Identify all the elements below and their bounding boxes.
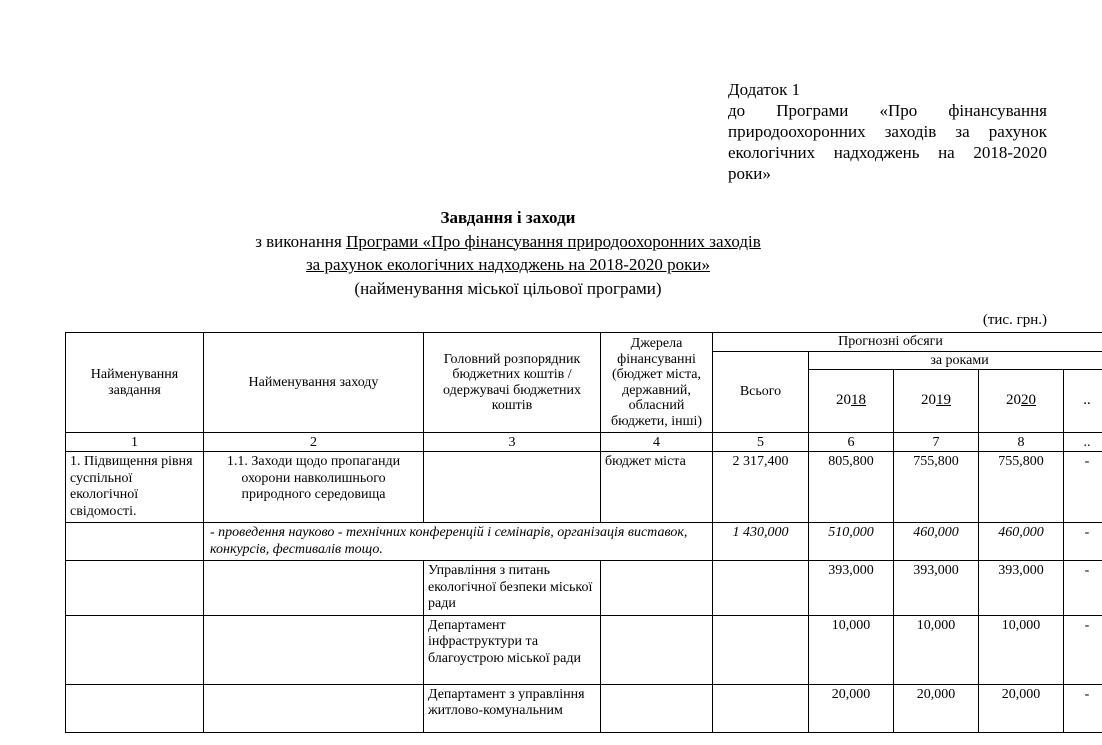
total-cell: 1 430,000 xyxy=(713,523,809,561)
appendix-block xyxy=(728,79,1047,184)
year-prefix: 20 xyxy=(921,392,936,409)
col-number: 1 xyxy=(66,433,204,452)
funding-source-cell xyxy=(601,561,713,616)
amount-2018-cell: 20,000 xyxy=(809,684,894,732)
amount-2020-cell: 393,000 xyxy=(979,561,1064,616)
year-prefix: 20 xyxy=(1006,392,1021,409)
amount-2020-cell: 20,000 xyxy=(979,684,1064,732)
amount-2018-cell: 10,000 xyxy=(809,615,894,684)
header-funding-sources: Джерела фінансуванні (бюджет міста, державний, обласний бюджети, інші) xyxy=(601,333,713,433)
total-cell xyxy=(713,615,809,684)
amount-more-cell: - xyxy=(1064,561,1102,616)
col-number: 6 xyxy=(809,433,894,452)
header-budget-manager: Головний розпорядник бюджетних коштів / одержувачі бюджетних коштів xyxy=(424,333,601,433)
funding-source-cell xyxy=(601,615,713,684)
tasks-measures-table xyxy=(65,332,1102,733)
year-prefix: 20 xyxy=(836,392,851,409)
appendix-number: Додаток 1 xyxy=(728,80,801,99)
total-cell: 2 317,400 xyxy=(713,452,809,523)
measure-cell xyxy=(204,615,424,684)
year-header-2020 xyxy=(979,370,1064,433)
amount-2019-cell: 20,000 xyxy=(894,684,979,732)
year-suffix: 18 xyxy=(851,392,866,409)
amount-2019-cell: 755,800 xyxy=(894,452,979,523)
amount-2019-cell: 460,000 xyxy=(894,523,979,561)
amount-2020-cell: 10,000 xyxy=(979,615,1064,684)
col-number: 8 xyxy=(979,433,1064,452)
header-by-years: за роками xyxy=(809,351,1102,370)
table-row xyxy=(66,615,1102,684)
column-number-row xyxy=(66,433,1102,452)
table-row xyxy=(66,684,1102,732)
task-cell xyxy=(66,561,204,616)
header-row-1 xyxy=(66,333,1102,352)
document-title: Завдання і заходи xyxy=(440,208,576,227)
amount-2020-cell: 755,800 xyxy=(979,452,1064,523)
amount-more-cell: - xyxy=(1064,452,1102,523)
measure-note-cell: - проведення науково - технічних конференцій і семінарів, організація виставок, конкурсів, фестивалів тощо. xyxy=(204,523,713,561)
funding-source-cell: бюджет міста xyxy=(601,452,713,523)
amount-more-cell: - xyxy=(1064,684,1102,732)
document-title-block xyxy=(65,206,951,300)
header-measure-name: Найменування заходу xyxy=(204,333,424,433)
amount-2018-cell: 510,000 xyxy=(809,523,894,561)
subtitle-prefix: з виконання xyxy=(255,231,347,251)
header-task-name: Найменування завдання xyxy=(66,333,204,433)
year-suffix: 19 xyxy=(936,392,951,409)
manager-cell xyxy=(424,452,601,523)
amount-more-cell: - xyxy=(1064,523,1102,561)
total-cell xyxy=(713,561,809,616)
table-row xyxy=(66,561,1102,616)
title-subtitle-line2: за рахунок екологічних надходжень на 2018-2020 роки» xyxy=(305,255,711,274)
task-cell xyxy=(66,615,204,684)
table-row xyxy=(66,523,1102,561)
amount-2018-cell: 805,800 xyxy=(809,452,894,523)
task-cell: 1. Підвищення рівня суспільної екологічної свідомості. xyxy=(66,452,204,523)
manager-cell: Департамент з управління житлово-комунальним xyxy=(424,684,601,732)
task-cell xyxy=(66,684,204,732)
manager-cell: Департамент інфраструктури та благоустрою міської ради xyxy=(424,615,601,684)
header-forecast-volumes: Прогнозні обсяги xyxy=(713,333,1102,352)
title-caption: (найменування міської цільової програми) xyxy=(354,278,662,298)
task-cell xyxy=(66,523,204,561)
measure-cell xyxy=(204,561,424,616)
year-header-2019 xyxy=(894,370,979,433)
units-note: (тис. грн.) xyxy=(982,312,1047,328)
table-row xyxy=(66,452,1102,523)
measure-cell xyxy=(204,684,424,732)
amount-more-cell: - xyxy=(1064,615,1102,684)
measure-cell: 1.1. Заходи щодо пропаганди охорони навколишнього природного середовища xyxy=(204,452,424,523)
header-total: Всього xyxy=(713,351,809,433)
program-name-underlined: Програми «Про фінансування природоохоронних заходів xyxy=(346,231,761,251)
col-number: .. xyxy=(1064,433,1102,452)
title-subtitle-line1 xyxy=(65,230,951,254)
amount-2018-cell: 393,000 xyxy=(809,561,894,616)
col-number: 7 xyxy=(894,433,979,452)
total-cell xyxy=(713,684,809,732)
amount-2019-cell: 10,000 xyxy=(894,615,979,684)
col-number: 4 xyxy=(601,433,713,452)
year-header-2018 xyxy=(809,370,894,433)
manager-cell: Управління з питань екологічної безпеки міської ради xyxy=(424,561,601,616)
amount-2019-cell: 393,000 xyxy=(894,561,979,616)
col-number: 5 xyxy=(713,433,809,452)
year-header-more: .. xyxy=(1064,370,1102,433)
funding-source-cell xyxy=(601,684,713,732)
appendix-reference-text: до Програми «Про фінансування природоохоронних заходів за рахунок екологічних надходжень на 2018-2020 роки» xyxy=(728,101,1047,183)
amount-2020-cell: 460,000 xyxy=(979,523,1064,561)
year-suffix: 20 xyxy=(1021,392,1036,409)
col-number: 2 xyxy=(204,433,424,452)
col-number: 3 xyxy=(424,433,601,452)
